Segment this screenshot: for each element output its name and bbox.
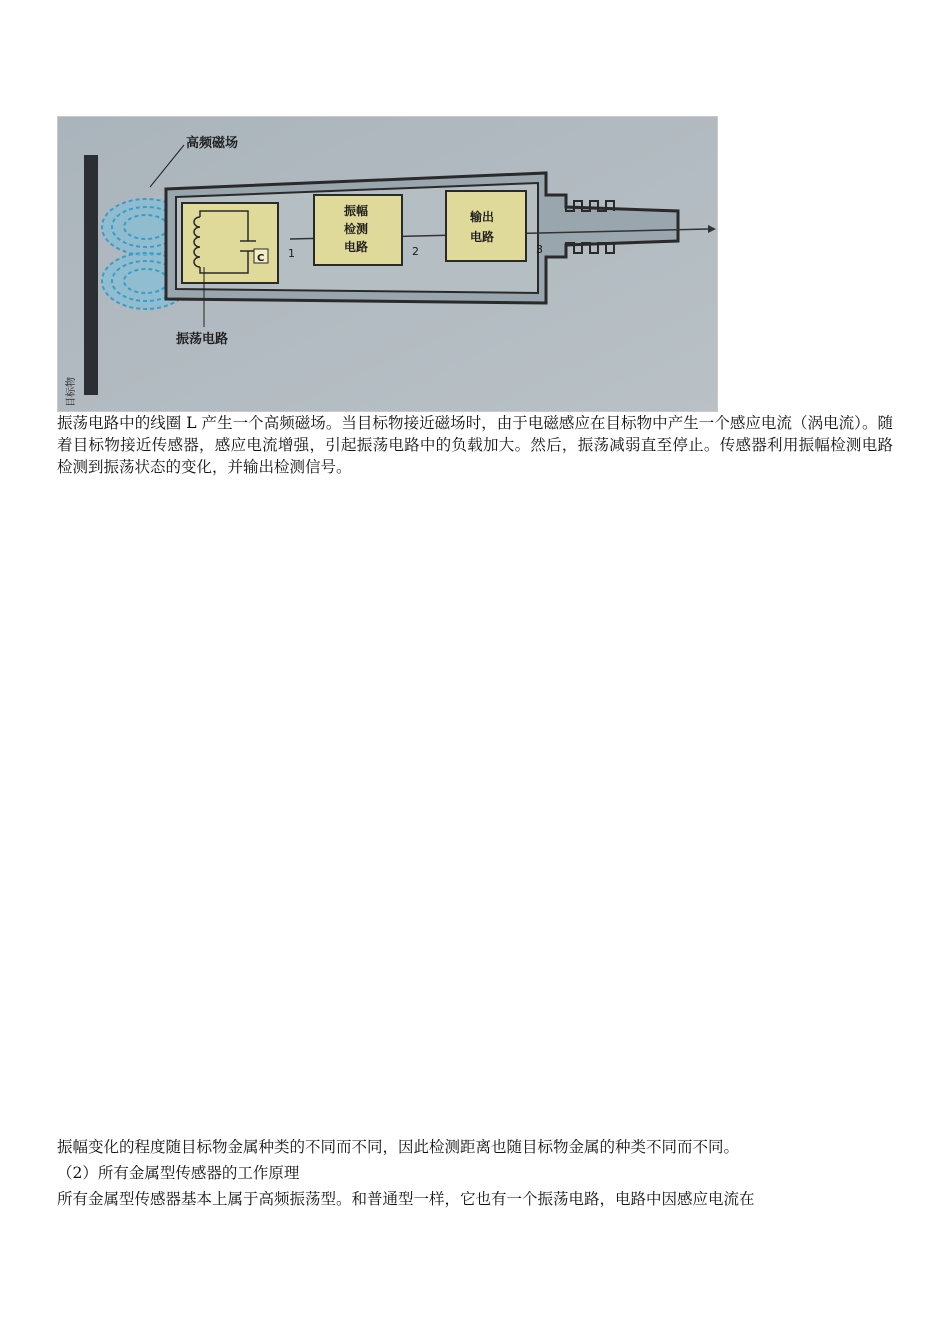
sensor-diagram	[57, 116, 718, 412]
magnetic-field-label: 高频磁场	[186, 136, 239, 151]
oscillator-box	[182, 203, 278, 283]
target-bar	[84, 155, 98, 395]
node-2-label: 2	[412, 245, 419, 258]
paragraph-amplitude-variation: 振幅变化的程度随目标物金属种类的不同而不同，因此检测距离也随目标物金属的种类不同而不同。	[57, 1138, 740, 1156]
oscillator-label: 振荡电路	[176, 332, 229, 347]
capacitor-label: C	[257, 253, 265, 264]
amplitude-box-line-2: 检测	[344, 222, 369, 236]
node-3-label: 3	[536, 243, 543, 256]
paragraph-all-metal-principle: 所有金属型传感器基本上属于高频振荡型。和普通型一样，它也有一个振荡电路，电路中因感应电流在	[57, 1190, 755, 1208]
node-1-label: 1	[288, 247, 295, 260]
output-circuit-box	[446, 191, 526, 261]
amplitude-box-line-1: 振幅	[344, 204, 369, 218]
output-box-line-2: 电路	[470, 230, 495, 244]
amplitude-box-line-3: 电路	[344, 240, 369, 254]
paragraph-oscillation-explanation: 振荡电路中的线圈 L 产生一个高频磁场。当目标物接近磁场时，由于电磁感应在目标物中产生一个感应电流（涡电流）。随着目标物接近传感器，感应电流增强，引起振荡电路中的负载加大。然后，振荡减弱直至停止。传感器利用振幅检测电路检测到振荡状态的变化，并输出检测信号。	[57, 414, 893, 476]
section-heading-all-metal: （2）所有金属型传感器的工作原理	[57, 1164, 300, 1182]
output-box-line-1: 输出	[470, 210, 495, 224]
target-label: 目标物	[66, 377, 77, 407]
